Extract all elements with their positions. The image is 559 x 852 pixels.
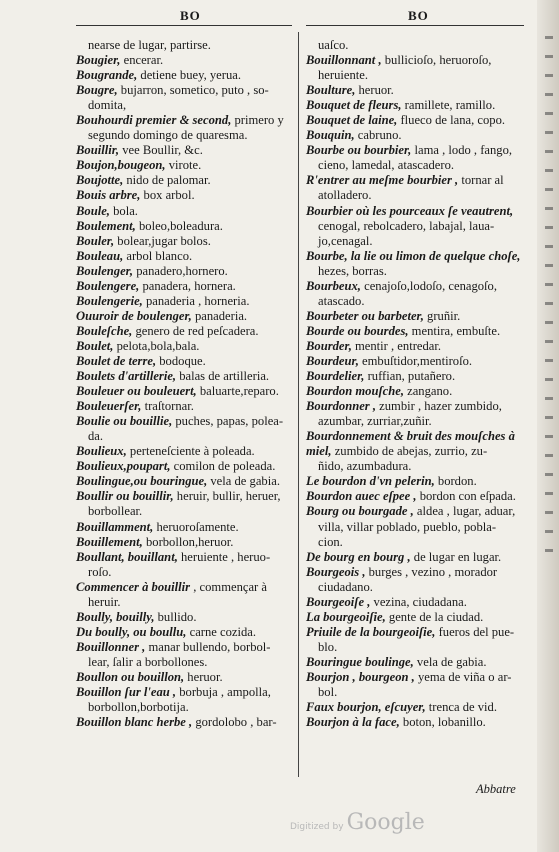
definition: heruiente , heruo- (177, 549, 271, 564)
definition: mentir , entredar. (351, 338, 442, 353)
dictionary-line (76, 685, 290, 700)
headword: Bourgeoiſe , (306, 594, 371, 609)
dictionary-line (306, 429, 524, 444)
column-divider (298, 32, 299, 777)
dictionary-line (306, 324, 524, 339)
dictionary-line (306, 625, 524, 640)
running-head-left: BO (180, 8, 201, 23)
headword: Bouis arbre, (76, 188, 141, 203)
headword: R'entrer au meſme bourbier , (306, 173, 459, 188)
definition: bullicioſo, heruoroſo, (381, 53, 492, 68)
headword: Bouillonner , (76, 639, 146, 654)
headword: Bourbeter ou barbeter, (306, 308, 424, 323)
definition: vela de gabia. (207, 474, 280, 489)
headword: Boullon ou bouillon, (76, 669, 185, 684)
definition: pelota,bola,bala. (113, 338, 200, 353)
headword: Boule, (76, 203, 110, 218)
headword: Bouler, (76, 233, 115, 248)
dictionary-line (306, 369, 524, 384)
dictionary-line (306, 700, 524, 715)
headword: Bourjon à la face, (306, 715, 400, 730)
headword: Boully, bouilly, (76, 609, 155, 624)
headword: Boulet, (76, 338, 114, 353)
dictionary-line (76, 489, 290, 504)
dictionary-line (306, 580, 524, 595)
definition: blo. (318, 639, 338, 654)
headword: Boulie ou bouillie, (76, 414, 173, 429)
headword: Bourgeois , (306, 564, 366, 579)
headword: Bouleſche, (76, 323, 133, 338)
headword: Bourbeux, (306, 278, 361, 293)
definition: gruñir. (423, 308, 461, 323)
dictionary-line (306, 219, 524, 234)
headword: Boujon,bougeon, (76, 158, 166, 173)
dictionary-line (76, 640, 290, 655)
headword: Bourdon mouſche, (306, 384, 404, 399)
header-rule-right (306, 25, 524, 26)
dictionary-line (76, 354, 290, 369)
headword: Bourdonner , (306, 399, 376, 414)
dictionary-line (76, 309, 290, 324)
headword: Bougier, (76, 53, 121, 68)
definition: panadero,hornero. (133, 263, 228, 278)
headword: Bouillon ſur l'eau , (76, 685, 177, 700)
definition: trenca de vid. (425, 700, 497, 715)
dictionary-line (76, 128, 290, 143)
headword: Bougrande, (76, 68, 138, 83)
definition: cieno, lamedal, atascadero. (318, 158, 455, 173)
definition: borbollon,heruor. (142, 534, 234, 549)
definition: bujarron, sometico, puto , so- (117, 83, 269, 98)
dictionary-line (306, 249, 524, 264)
definition: heruor. (355, 83, 394, 98)
dictionary-line (306, 188, 524, 203)
headword: Bouquin, (306, 128, 355, 143)
dictionary-line (76, 68, 290, 83)
headword: Boulengerie, (76, 293, 143, 308)
dictionary-line (76, 98, 290, 113)
dictionary-line (76, 143, 290, 158)
definition: vee Boullir, &c. (119, 143, 203, 158)
definition: bol. (318, 685, 338, 700)
dictionary-line (306, 414, 524, 429)
headword: Boulingue,ou bouringue, (76, 474, 208, 489)
definition: panaderia , horneria. (142, 293, 250, 308)
dictionary-line (76, 459, 290, 474)
definition: nearse de lugar, partirse. (88, 38, 211, 52)
watermark-brand: Google (346, 810, 425, 835)
dictionary-line (306, 640, 524, 655)
definition: da. (88, 429, 104, 444)
definition: bordon. (434, 474, 477, 489)
dictionary-line (306, 474, 524, 489)
definition: ramillete, ramillo. (401, 98, 496, 113)
dictionary-line (306, 504, 524, 519)
definition: genero de red peſcadera. (132, 323, 259, 338)
dictionary-line (76, 520, 290, 535)
dictionary-line (76, 158, 290, 173)
headword: Bouleau, (76, 248, 124, 263)
headword: Bougre, (76, 83, 118, 98)
definition: comilon de poleada. (170, 459, 276, 474)
definition: cenajoſo,lodoſo, cenagoſo, (360, 278, 497, 293)
definition: fueros del pue- (435, 624, 515, 639)
definition: detiene buey, yerua. (137, 68, 241, 83)
definition: atolladero. (318, 188, 372, 203)
dictionary-line (306, 53, 524, 68)
dictionary-line (306, 98, 524, 113)
dictionary-line (76, 83, 290, 98)
definition: zangano. (403, 384, 453, 399)
headword: Bouquet de laine, (306, 113, 398, 128)
dictionary-line (306, 128, 524, 143)
definition: hezes, borras. (318, 263, 387, 278)
definition: virote. (165, 158, 202, 173)
dictionary-line (306, 264, 524, 279)
definition: villa, villar poblado, pueblo, pobla- (318, 519, 497, 534)
definition: tornar al (458, 173, 504, 188)
headword: Bourjon , bourgeon , (306, 669, 415, 684)
headword: Boulture, (306, 83, 356, 98)
dictionary-line (76, 565, 290, 580)
dictionary-line (306, 204, 524, 219)
left-column (76, 38, 290, 730)
headword: Bourdonnement & bruit des mouſches à (306, 429, 515, 444)
definition: panaderia. (191, 308, 248, 323)
definition: gente de la ciudad. (385, 609, 484, 624)
headword: Bouillir, (76, 143, 120, 158)
definition: cenogal, rebolcadero, labajal, laua- (318, 218, 495, 233)
headword: La bourgeoiſie, (306, 609, 386, 624)
definition: bordon con eſpada. (416, 489, 516, 504)
definition: cion. (318, 534, 343, 549)
dictionary-line (76, 339, 290, 354)
definition: , commençar à (190, 579, 267, 594)
headword: Priuile de la bourgeoiſie, (306, 624, 436, 639)
definition: zumbido de abejas, zurrio, zu- (331, 444, 488, 459)
headword: Ouuroir de boulenger, (76, 308, 192, 323)
dictionary-line (306, 158, 524, 173)
definition: borbuja , ampolla, (176, 685, 271, 700)
dictionary-line (76, 279, 290, 294)
definition: heruir, bullir, heruer, (173, 489, 281, 504)
dictionary-line (76, 414, 290, 429)
definition: lear, ſalir a borbollones. (88, 654, 208, 669)
headword: Boulenger, (76, 263, 134, 278)
headword: Bourdelier, (306, 369, 365, 384)
definition: flueco de lana, copo. (397, 113, 506, 128)
definition: bullido. (154, 609, 197, 624)
dictionary-line (306, 83, 524, 98)
dictionary-line (306, 354, 524, 369)
dictionary-line (306, 399, 524, 414)
dictionary-line (76, 670, 290, 685)
definition: bola. (109, 203, 138, 218)
headword: Boulengere, (76, 278, 140, 293)
definition: traſtornar. (141, 399, 194, 414)
dictionary-line (306, 309, 524, 324)
headword: Bourdeur, (306, 353, 359, 368)
dictionary-line (76, 219, 290, 234)
dictionary-line (76, 715, 290, 730)
page-spine-edge (537, 0, 559, 852)
dictionary-line (306, 715, 524, 730)
definition: manar bullendo, borbol- (145, 639, 271, 654)
dictionary-line (306, 670, 524, 685)
headword: Bouringue boulinge, (306, 654, 414, 669)
definition: lama , lodo , fango, (411, 143, 513, 158)
dictionary-line (306, 234, 524, 249)
headword: Boulement, (76, 218, 136, 233)
dictionary-line (76, 384, 290, 399)
dictionary-line (306, 444, 524, 459)
definition: puches, papas, polea- (172, 414, 284, 429)
definition: nido de palomar. (123, 173, 211, 188)
definition: heruor. (184, 669, 223, 684)
headword: Bourder, (306, 338, 352, 353)
headword: Bourde ou bourdes, (306, 323, 409, 338)
definition: de lugar en lugar. (410, 549, 502, 564)
definition: baluarte,reparo. (196, 384, 279, 399)
definition: carne cozida. (186, 624, 257, 639)
definition: borbollon,borbotija. (88, 700, 189, 715)
dictionary-line (76, 504, 290, 519)
headword: Bourdon auec eſpee , (306, 489, 417, 504)
dictionary-line (76, 700, 290, 715)
dictionary-line (306, 535, 524, 550)
dictionary-line (306, 113, 524, 128)
definition: yema de viña o ar- (414, 669, 512, 684)
dictionary-line (306, 279, 524, 294)
definition: roſo. (88, 564, 112, 579)
dictionary-line (76, 38, 290, 53)
definition: bodoque. (156, 353, 206, 368)
headword: Boulieux, (76, 444, 127, 459)
headword: Boulieux,poupart, (76, 459, 171, 474)
header-rule-left (76, 25, 292, 26)
headword: Bouillon blanc herbe , (76, 715, 193, 730)
running-head-right: BO (408, 8, 429, 23)
dictionary-line (76, 188, 290, 203)
dictionary-line (76, 610, 290, 625)
headword: Bouleuer ou bouleuert, (76, 384, 197, 399)
dictionary-line (76, 173, 290, 188)
dictionary-line (76, 249, 290, 264)
definition: segundo domingo de quaresma. (88, 128, 248, 143)
definition: heruoroſamente. (153, 519, 239, 534)
headword: Bouleuerſer, (76, 399, 142, 414)
headword: miel, (306, 444, 332, 459)
dictionary-line (306, 384, 524, 399)
headword: Boulets d'artillerie, (76, 369, 177, 384)
headword: Bouquet de fleurs, (306, 98, 402, 113)
headword: Bouhourdi premier & second, (76, 113, 232, 128)
dictionary-line (306, 339, 524, 354)
definition: uaſco. (318, 38, 349, 52)
headword: Bourg ou bourgade , (306, 504, 414, 519)
dictionary-line (306, 610, 524, 625)
definition: mentira, embuſte. (408, 323, 501, 338)
dictionary-line (306, 68, 524, 83)
definition: heruiente. (318, 68, 368, 83)
definition: primero y (231, 113, 284, 128)
headword: Bourbe, la lie ou limon de quelque choſe, (306, 248, 521, 263)
dictionary-line (306, 595, 524, 610)
definition: domita, (88, 98, 127, 113)
definition: balas de artilleria. (176, 369, 270, 384)
headword: Boullant, bouillant, (76, 549, 178, 564)
headword: Boullir ou bouillir, (76, 489, 174, 504)
dictionary-line (76, 369, 290, 384)
dictionary-line (306, 173, 524, 188)
headword: Boujotte, (76, 173, 124, 188)
definition: azumbar, zurriar,zuñir. (318, 414, 432, 429)
dictionary-line (76, 595, 290, 610)
headword: Boulet de terre, (76, 353, 157, 368)
spine-marks (545, 20, 553, 560)
definition: jo,cenagal. (318, 233, 373, 248)
dictionary-line (76, 399, 290, 414)
dictionary-line (306, 655, 524, 670)
dictionary-line (76, 234, 290, 249)
dictionary-line (306, 685, 524, 700)
dictionary-line (76, 204, 290, 219)
definition: boleo,boleadura. (135, 218, 223, 233)
dictionary-line (306, 459, 524, 474)
headword: Bouillonnant , (306, 53, 382, 68)
definition: atascado. (318, 293, 365, 308)
catchword: Abbatre (476, 782, 516, 796)
watermark-prefix: Digitized by (290, 822, 344, 832)
headword: Bouillamment, (76, 519, 154, 534)
dictionary-line (306, 550, 524, 565)
dictionary-line (76, 429, 290, 444)
definition: embuſtidor,mentiroſo. (358, 353, 473, 368)
definition: ñido, azumbadura. (318, 459, 412, 474)
dictionary-line (76, 113, 290, 128)
definition: encerar. (120, 53, 164, 68)
dictionary-line (76, 655, 290, 670)
right-column (306, 38, 524, 730)
definition: panadera, hornera. (139, 278, 236, 293)
definition: perteneſciente à poleada. (126, 444, 255, 459)
dictionary-line (76, 53, 290, 68)
dictionary-line (76, 580, 290, 595)
dictionary-line (306, 294, 524, 309)
dictionary-line (306, 520, 524, 535)
definition: vela de gabia. (413, 654, 487, 669)
definition: cabruno. (354, 128, 402, 143)
definition: boton, lobanillo. (399, 715, 486, 730)
definition: ruffian, putañero. (364, 369, 456, 384)
headword: Bouillement, (76, 534, 143, 549)
dictionary-line (306, 489, 524, 504)
dictionary-line (76, 474, 290, 489)
definition: gordolobo , bar- (192, 715, 277, 730)
dictionary-line (76, 625, 290, 640)
definition: heruir. (88, 594, 121, 609)
headword: Bourbier où les pourceaux ſe veautrent, (306, 203, 514, 218)
digitization-watermark (290, 810, 425, 835)
dictionary-line (76, 550, 290, 565)
definition: aldea , lugar, aduar, (413, 504, 516, 519)
definition: box arbol. (140, 188, 195, 203)
dictionary-line (306, 565, 524, 580)
definition: ciudadano. (318, 579, 373, 594)
dictionary-line (76, 294, 290, 309)
headword: De bourg en bourg , (306, 549, 411, 564)
headword: Commencer à bouillir (76, 579, 191, 594)
definition: zumbir , hazer zumbido, (376, 399, 502, 414)
dictionary-line (76, 444, 290, 459)
dictionary-line (76, 264, 290, 279)
definition: arbol blanco. (123, 248, 193, 263)
definition: burges , vezino , morador (365, 564, 498, 579)
dictionary-line (306, 38, 524, 53)
definition: bolear,jugar bolos. (114, 233, 211, 248)
dictionary-line (76, 324, 290, 339)
headword: Le bourdon d'vn pelerin, (306, 474, 435, 489)
headword: Faux bourjon, eſcuyer, (306, 700, 426, 715)
headword: Du boully, ou boullu, (76, 624, 187, 639)
headword: Bourbe ou bourbier, (306, 143, 412, 158)
dictionary-line (306, 143, 524, 158)
definition: vezina, ciudadana. (370, 594, 467, 609)
dictionary-line (76, 535, 290, 550)
definition: borbollear. (88, 504, 143, 519)
